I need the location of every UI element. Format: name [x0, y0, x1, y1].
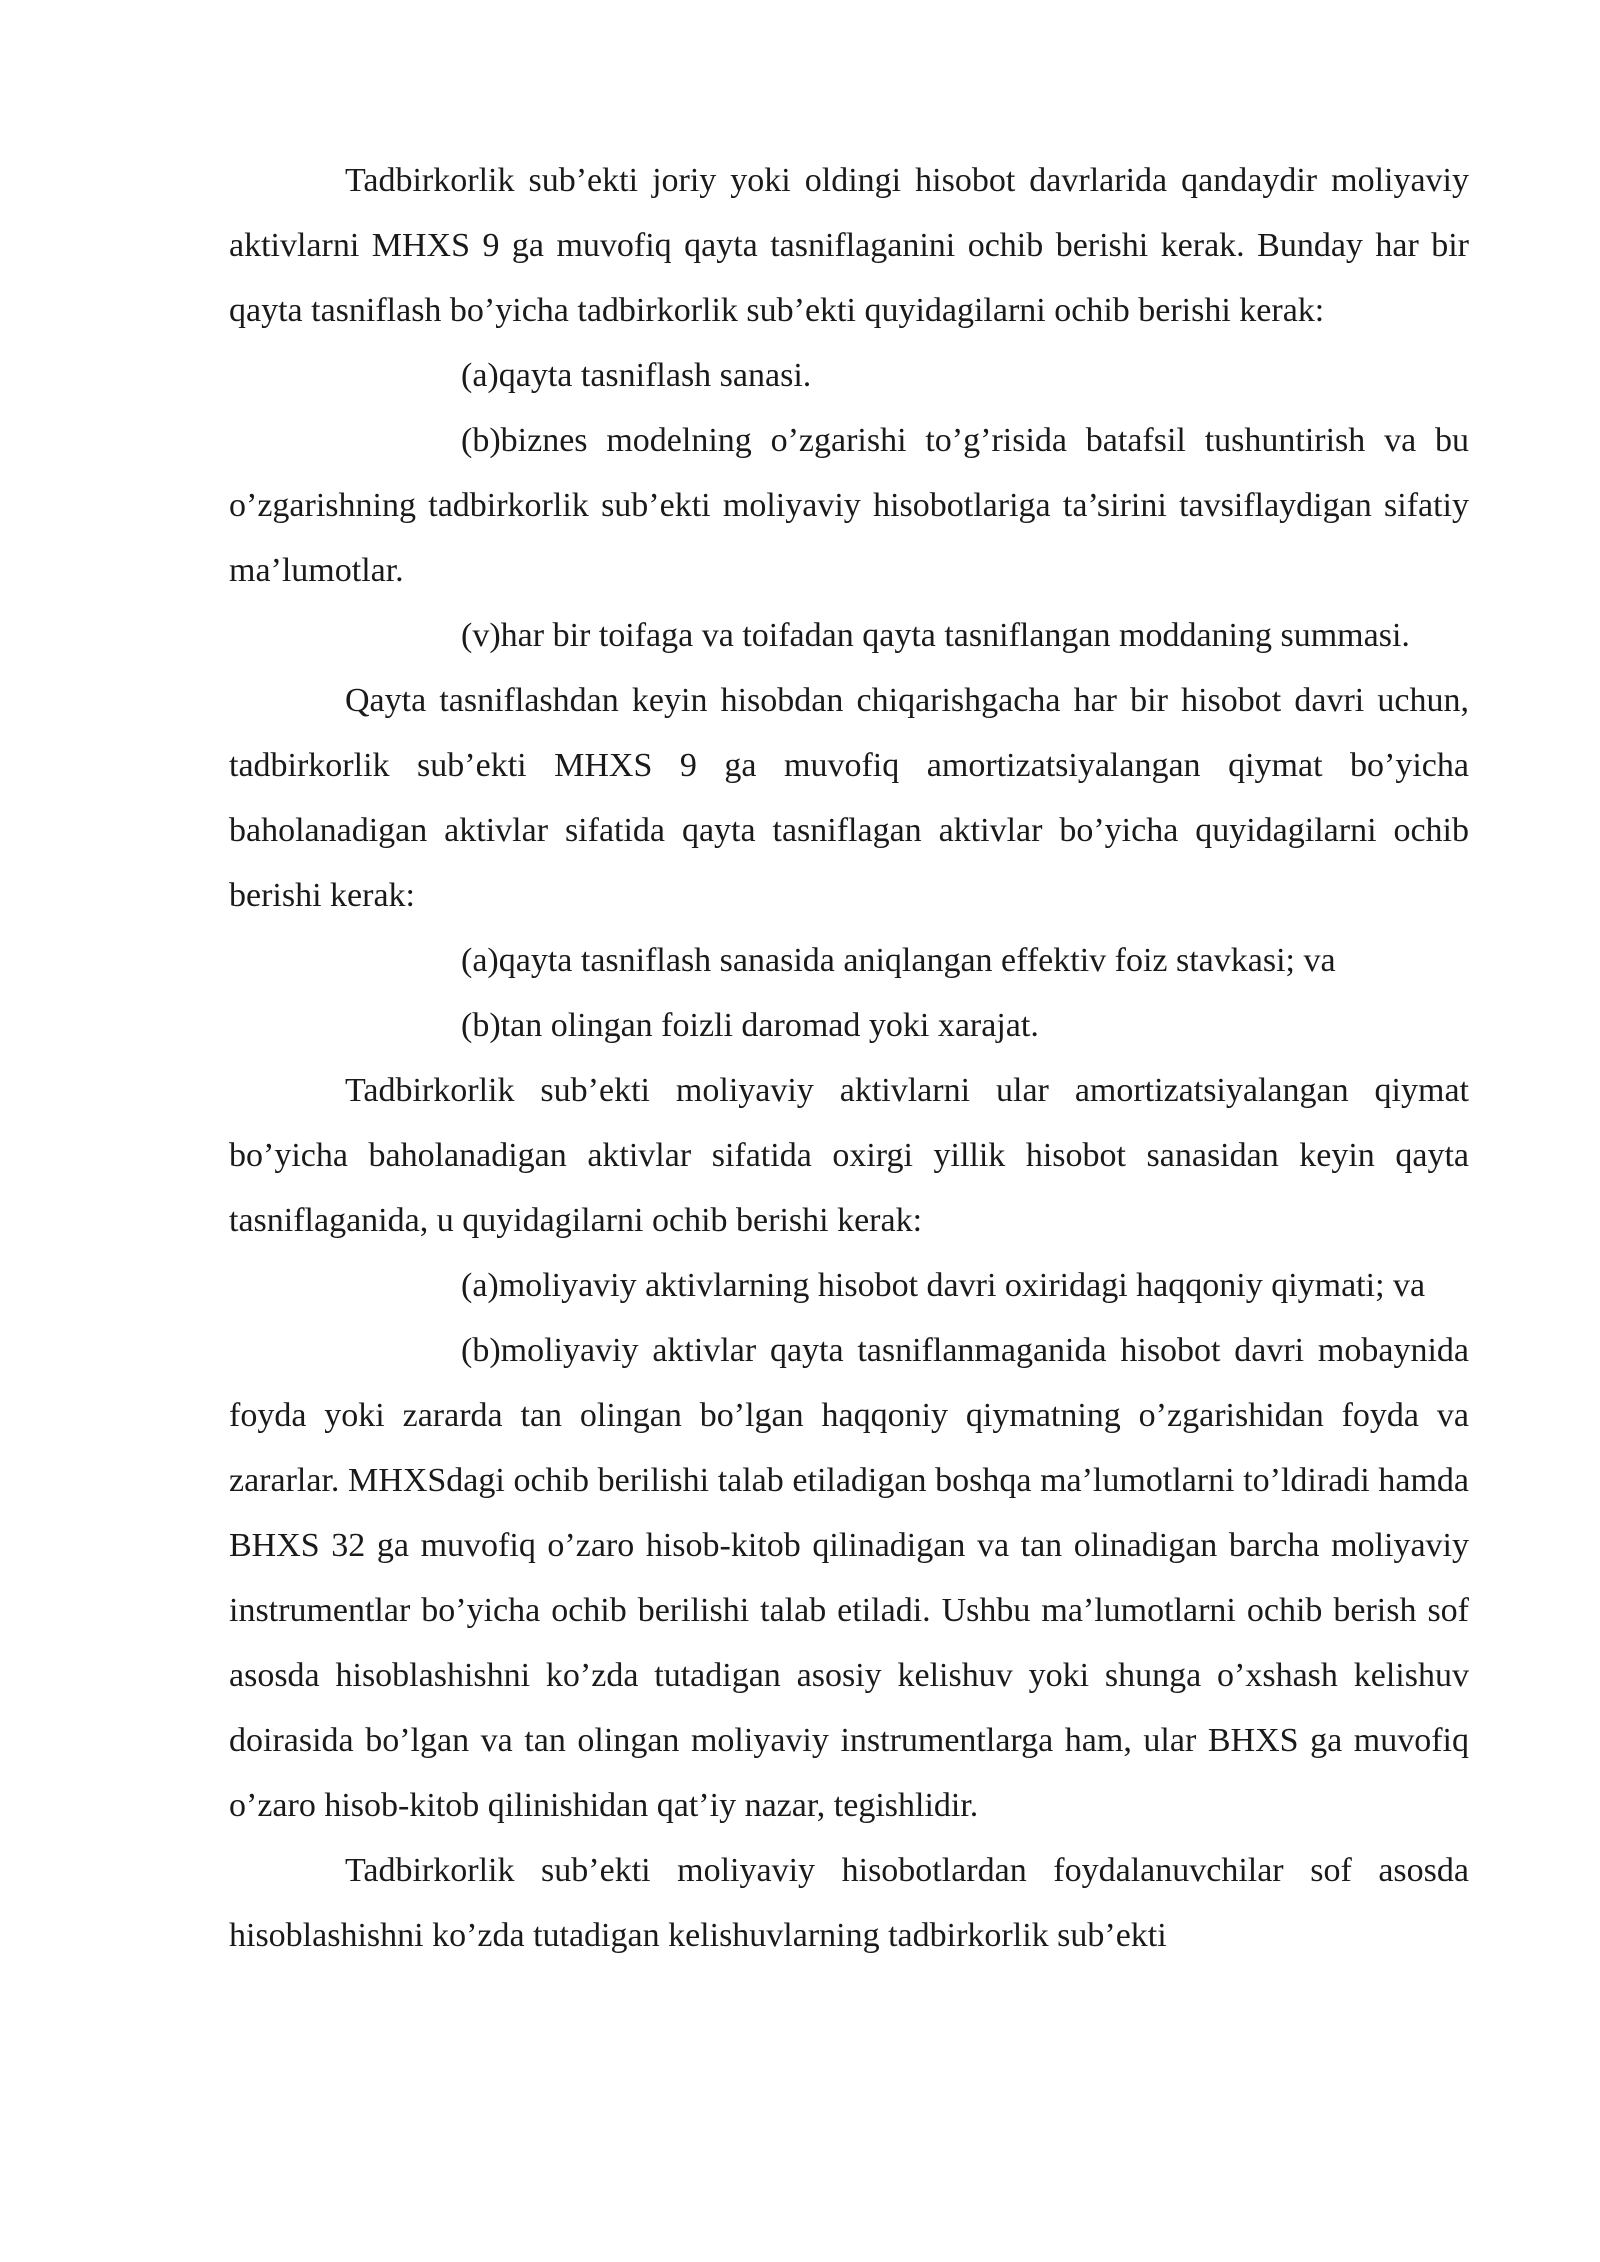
paragraph-netting-arrangements: Tadbirkorlik sub’ekti moliyaviy hisobotlardan foydalanuvchilar sof asosda hisoblashishni ko’zda tutadigan kelishuvlarning tadbirkorlik sub’ekti — [229, 1852, 1469, 1954]
list-item-text: biznes modelning o’zgarishi to’g’risida batafsil tushuntirish va bu o’zgarishning tadbirkorlik sub’ekti moliyaviy hisobotlariga ta’sirini tavsiflaydigan sifatiy ma’lumotlar. — [229, 422, 1469, 589]
list-marker: (b) — [461, 1007, 501, 1044]
list-item-text: tan olingan foizli daromad yoki xarajat. — [500, 1007, 1039, 1044]
list-item-b-business-model — [229, 408, 1469, 603]
list-marker: (b) — [461, 1332, 501, 1369]
list-item-text: har bir toifaga va toifadan qayta tasniflangan moddaning summasi. — [500, 617, 1410, 654]
list-item-v-amount — [229, 603, 1469, 668]
document-page — [229, 148, 1469, 1968]
list-item-text: moliyaviy aktivlar qayta tasniflanmaganida hisobot davri mobaynida foyda yoki zararda tan olingan bo’lgan haqqoniy qiymatning o’zgarishidan foyda va zararlar. MHXSdagi ochib berilishi talab etiladigan boshqa ma’lumotlarni to’ldiradi hamda BHXS 32 ga muvofiq o’zaro hisob-kitob qilinadigan va tan olinadigan barcha moliyaviy instrumentlar bo’yicha ochib berilishi talab etiladi. Ushbu ma’lumotlarni ochib berish sof asosda hisoblashishni ko’zda tutadigan asosiy kelishuv yoki shunga o’xshash kelishuv doirasida bo’lgan va tan olingan moliyaviy instrumentlarga ham, ular BHXS ga muvofiq o’zaro hisob-kitob qilinishidan qat’iy nazar, tegishlidir. — [229, 1332, 1469, 1824]
paragraph-after-annual-date: Tadbirkorlik sub’ekti moliyaviy aktivlarni ular amortizatsiyalangan qiymat bo’yicha baholanadigan aktivlar sifatida oxirgi yillik hisobot sanasidan keyin qayta tasniflaganida, u quyidagilarni ochib berishi kerak: — [229, 1072, 1469, 1239]
list-item-b-interest-income — [229, 993, 1469, 1058]
paragraph-reclassification-intro: Tadbirkorlik sub’ekti joriy yoki oldingi hisobot davrlarida qandaydir moliyaviy aktivlarni MHXS 9 ga muvofiq qayta tasniflaganini ochib berishi kerak. Bunday har bir qayta tasniflash bo’yicha tadbirkorlik sub’ekti quyidagilarni ochib berishi kerak: — [229, 162, 1469, 329]
list-marker: (a) — [461, 357, 499, 394]
list-marker: (a) — [461, 1267, 499, 1304]
list-item-a-interest-rate — [229, 928, 1469, 993]
list-marker: (a) — [461, 942, 499, 979]
list-item-a-fair-value — [229, 1253, 1469, 1318]
paragraph-amortized-cost: Qayta tasniflashdan keyin hisobdan chiqarishgacha har bir hisobot davri uchun, tadbirkorlik sub’ekti MHXS 9 ga muvofiq amortizatsiyalangan qiymat bo’yicha baholanadigan aktivlar sifatida qayta tasniflagan aktivlar bo’yicha quyidagilarni ochib berishi kerak: — [229, 682, 1469, 914]
list-item-text: moliyaviy aktivlarning hisobot davri oxiridagi haqqoniy qiymati; va — [498, 1267, 1426, 1304]
list-item-a-date — [229, 343, 1469, 408]
list-item-text: qayta tasniflash sanasida aniqlangan effektiv foiz stavkasi; va — [498, 942, 1336, 979]
list-item-text: qayta tasniflash sanasi. — [498, 357, 812, 394]
list-item-b-fair-value-change — [229, 1318, 1469, 1838]
list-marker: (v) — [461, 617, 501, 654]
list-marker: (b) — [461, 422, 501, 459]
